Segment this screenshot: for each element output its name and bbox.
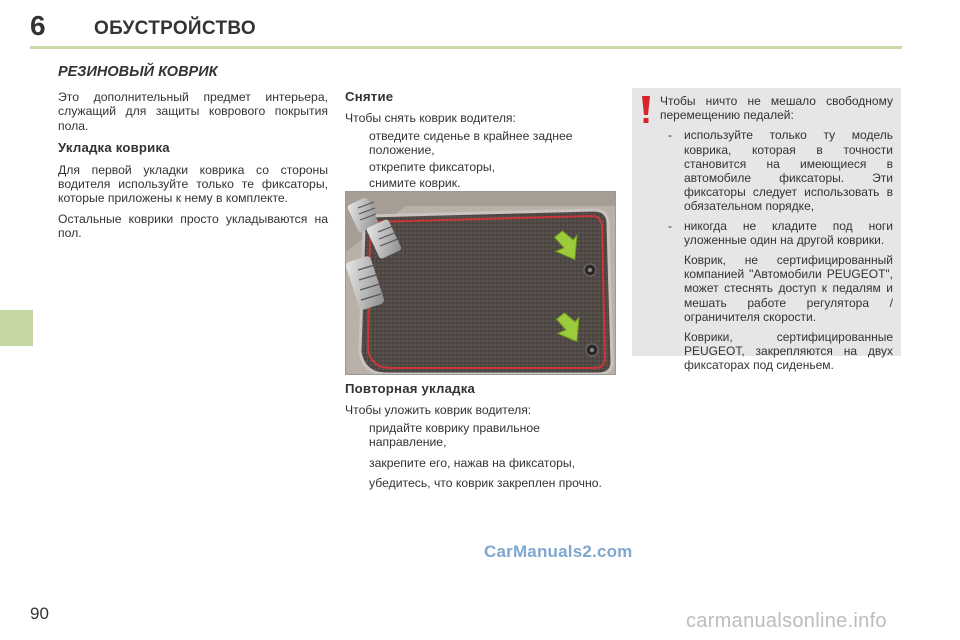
warning-box — [632, 88, 901, 373]
column-left — [58, 90, 328, 247]
column-middle-top — [345, 90, 616, 194]
section-title: РЕЗИНОВЫЙ КОВРИК — [58, 64, 218, 80]
chapter-side-tab — [0, 310, 33, 346]
chapter-number: 6 — [30, 10, 46, 41]
list-item: придайте коврику правильное направление, — [369, 420, 540, 450]
footer-url: carmanualsonline.info — [686, 610, 887, 632]
header-rule — [30, 46, 902, 49]
list-item: закрепите его, нажав на фиксаторы, — [369, 455, 576, 470]
relaying-heading: Повторная укладка — [345, 381, 476, 396]
warning-list — [660, 128, 893, 247]
list-item: - никогда не кладите под ноги уложенные один на другой коврики. — [668, 218, 893, 247]
removal-steps — [345, 129, 616, 191]
list-item: убедитесь, что коврик закреплен прочно. — [369, 476, 602, 491]
list-item: снимите коврик. — [369, 176, 461, 191]
exclamation-icon — [640, 96, 652, 124]
warning-paragraph-2: Коврики, сертифицированные PEUGEOT, закрепляются на двух фиксаторах под сиденьем. — [684, 330, 893, 373]
chapter-title: ОБУСТРОЙСТВО — [94, 18, 256, 39]
page-number: 90 — [30, 604, 49, 623]
list-item: отведите сиденье в крайнее заднее положение, — [369, 128, 573, 158]
column-middle-bottom — [345, 382, 616, 494]
warning-intro: Чтобы ничто не мешало свободному перемещению педалей: — [660, 94, 893, 123]
relaying-steps — [345, 421, 616, 491]
intro-paragraph: Это дополнительный предмет интерьера, служащий для защиты коврового покрытия пола. — [58, 90, 328, 133]
laying-paragraph-2: Остальные коврики просто укладываются на пол. — [58, 211, 328, 241]
removal-lead: Чтобы снять коврик водителя: — [345, 111, 516, 126]
watermark: CarManuals2.com — [484, 542, 633, 561]
list-item: открепите фиксаторы, — [369, 159, 496, 174]
removal-heading: Снятие — [345, 89, 394, 104]
warning-paragraph-1: Коврик, не сертифицированный компанией "Автомобили PEUGEOT", может стеснять доступ к педалям и мешать работе регулятора / ограничителя скорости. — [684, 253, 893, 324]
laying-heading: Укладка коврика — [58, 140, 170, 156]
floor-mat-illustration — [346, 192, 616, 375]
list-item: - используйте только ту модель коврика, которая в точности становится на имеющиеся в автомобиле фиксаторы. Эти фиксаторы следует использовать в обязательном порядке, — [668, 128, 893, 214]
floor-mat-photo — [345, 191, 616, 375]
relaying-lead: Чтобы уложить коврик водителя: — [345, 403, 532, 418]
laying-paragraph-1: Для первой укладки коврика со стороны водителя используйте только те фиксаторы, которые приложены к нему в комплекте. — [58, 162, 328, 206]
